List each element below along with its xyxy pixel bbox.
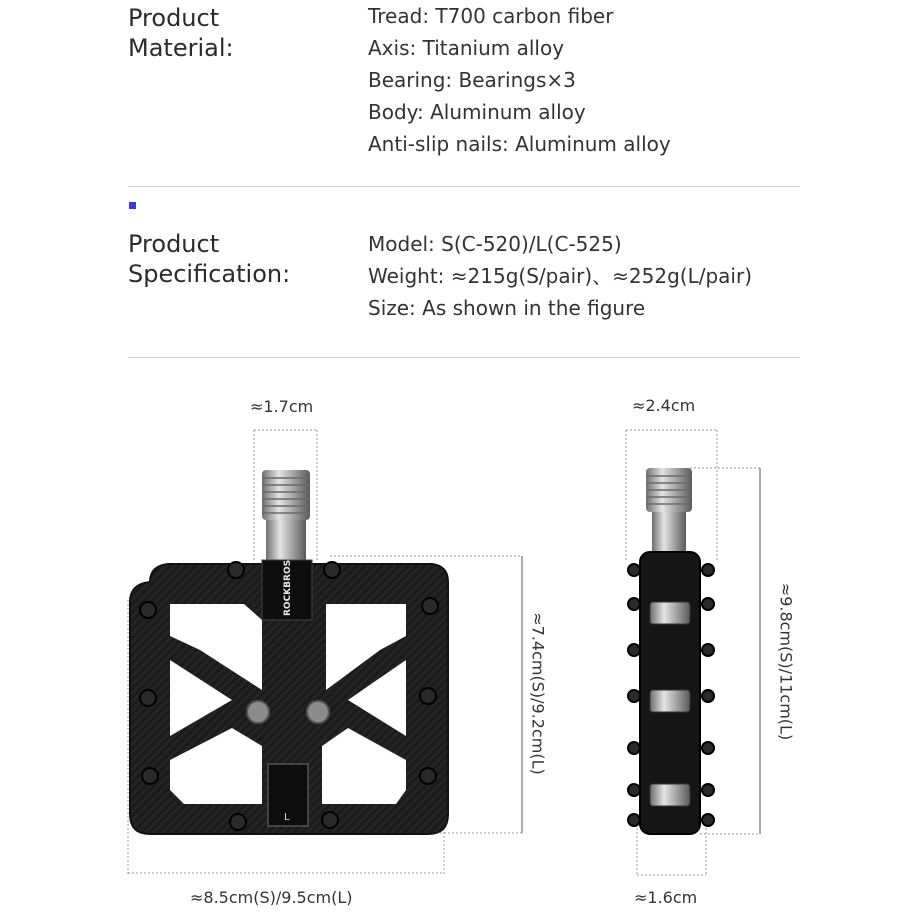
material-heading-line2: Material: (128, 34, 234, 62)
specification-item: Weight: ≈215g(S/pair)、≈252g(L/pair) (368, 264, 753, 288)
center-bolt (307, 701, 329, 723)
side-height-label: ≈9.8cm(S)/11cm(L) (776, 582, 796, 741)
side-thickness-label: ≈1.6cm (634, 888, 698, 907)
material-item: Tread: T700 carbon fiber (368, 4, 614, 28)
specification-heading-line2: Specification: (128, 260, 291, 288)
front-width-label: ≈8.5cm(S)/9.5cm(L) (190, 888, 353, 907)
material-item: Bearing: Bearings×3 (368, 68, 576, 92)
brand-logo: ROCKBROS (283, 559, 293, 616)
center-bolt (247, 701, 269, 723)
specification-item: Model: S(C-520)/L(C-525) (368, 232, 622, 256)
material-item: Body: Aluminum alloy (368, 100, 586, 124)
size-marker: L (284, 812, 290, 823)
specification-item: Size: As shown in the figure (368, 296, 646, 320)
material-heading-line1: Product (128, 4, 220, 32)
material-item: Anti-slip nails: Aluminum alloy (368, 132, 671, 156)
front-height-label: ≈7.4cm(S)/9.2cm(L) (528, 612, 548, 775)
axle-width-label: ≈1.7cm (250, 397, 314, 416)
specification-heading-line1: Product (128, 230, 220, 258)
pedal-side-view (628, 468, 714, 834)
axle-shaft (266, 520, 306, 560)
material-item: Axis: Titanium alloy (368, 36, 565, 60)
side-axle-shaft (652, 512, 686, 556)
pedal-front-view (130, 470, 448, 834)
side-width-label: ≈2.4cm (632, 396, 696, 415)
